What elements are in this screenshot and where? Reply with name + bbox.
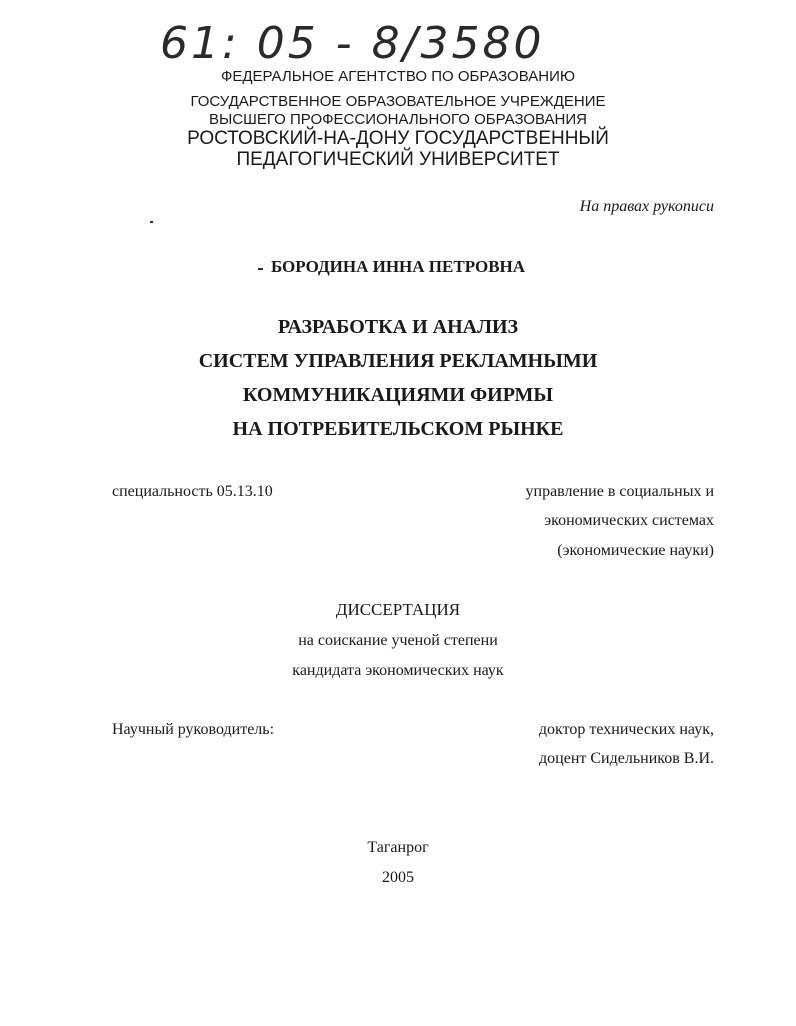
header-agency: ФЕДЕРАЛЬНОЕ АГЕНТСТВО ПО ОБРАЗОВАНИЮ — [220, 68, 576, 85]
specialty-desc-line: управление в социальных и — [525, 483, 714, 500]
title-line: КОММУНИКАЦИЯМИ ФИРМЫ — [242, 384, 554, 406]
author-name: БОРОДИНА ИННА ПЕТРОВНА — [270, 257, 526, 276]
manuscript-note: На правах рукописи — [579, 198, 714, 215]
title-line: РАЗРАБОТКА И АНАЛИЗ — [277, 316, 519, 338]
title-line: СИСТЕМ УПРАВЛЕНИЯ РЕКЛАМНЫМИ — [198, 350, 598, 372]
dissertation-title — [0, 310, 796, 446]
dissertation-degree-line: кандидата экономических наук — [292, 662, 504, 679]
header-university-name: РОСТОВСКИЙ-НА-ДОНУ ГОСУДАРСТВЕННЫЙ — [187, 128, 609, 149]
specialty-desc-line: экономических системах — [544, 512, 714, 529]
specialty-desc-line: (экономические науки) — [557, 542, 714, 559]
specialty-label: специальность 05.13.10 — [112, 483, 273, 500]
scan-speck — [150, 221, 153, 223]
header-institution: ГОСУДАРСТВЕННОЕ ОБРАЗОВАТЕЛЬНОЕ УЧРЕЖДЕНИЕ — [190, 93, 606, 110]
header-university-type: ПЕДАГОГИЧЕСКИЙ УНИВЕРСИТЕТ — [236, 149, 560, 170]
supervisor-name: доцент Сидельников В.И. — [539, 750, 714, 767]
supervisor-degree: доктор технических наук, — [538, 721, 714, 738]
title-line: НА ПОТРЕБИТЕЛЬСКОМ РЫНКЕ — [232, 418, 564, 440]
dissertation-heading: ДИССЕРТАЦИЯ — [335, 600, 461, 619]
supervisor-label: Научный руководитель: — [112, 721, 275, 738]
archive-code-handwritten: 61: 05 - 8/3580 — [160, 18, 545, 69]
footer-year: 2005 — [382, 869, 414, 886]
dissertation-degree-line: на соискание ученой степени — [298, 632, 498, 649]
header-education-level: ВЫСШЕГО ПРОФЕССИОНАЛЬНОГО ОБРАЗОВАНИЯ — [209, 111, 587, 128]
footer-city: Таганрог — [367, 839, 429, 856]
